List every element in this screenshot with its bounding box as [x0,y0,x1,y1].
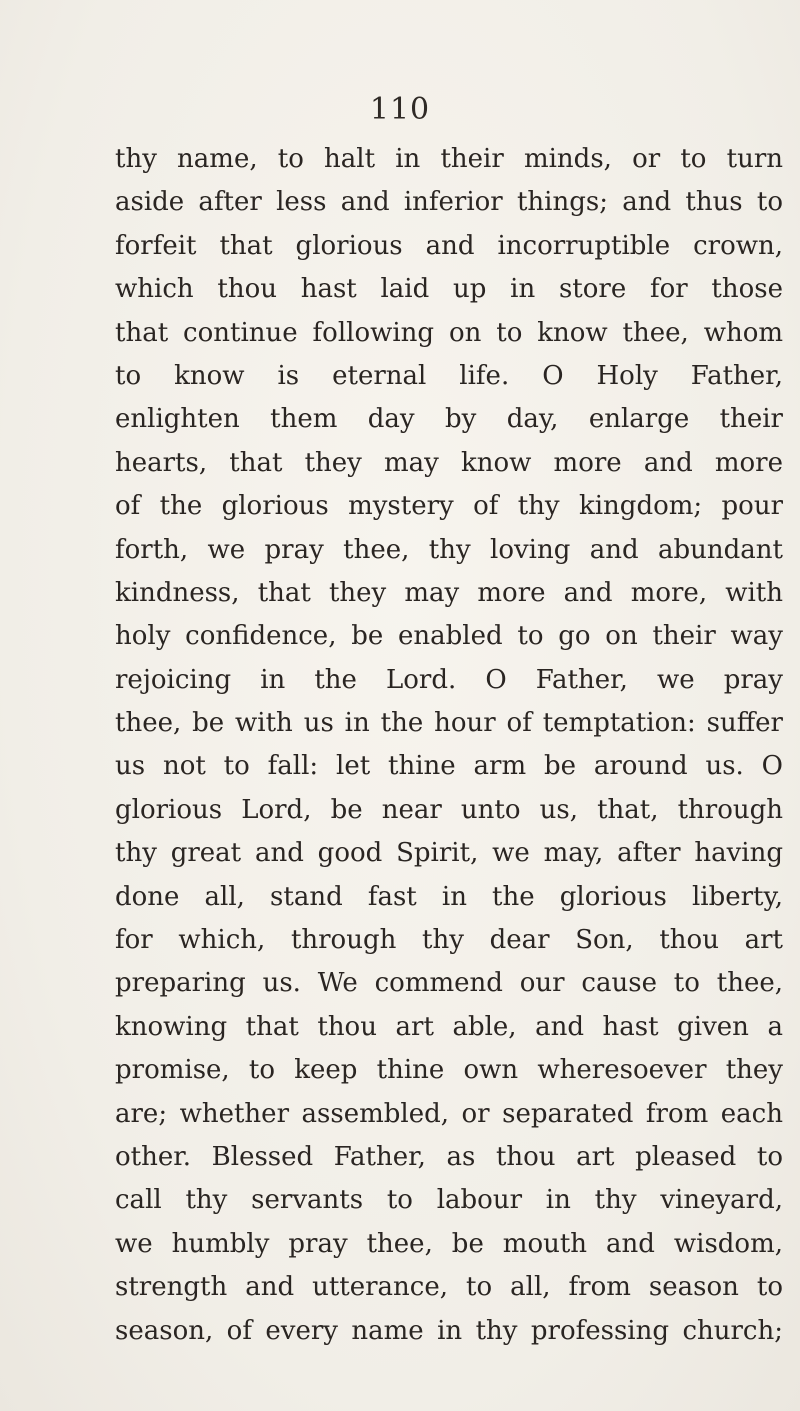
text-line: season, of every name in thy professing church; [115,1315,783,1346]
text-line: aside after less and inferior things; and thus to [115,187,783,218]
text-line: thy name, to halt in their minds, or to turn [115,144,783,174]
text-line: preparing us. We commend our cause to thee, [115,968,783,999]
text-line: call thy servants to labour in thy vineyard, [115,1185,783,1216]
text-line: done all, stand fast in the glorious liberty, [115,881,783,912]
text-line: us not to fall: let thine arm be around us. O [115,751,783,782]
text-line: of the glorious mystery of thy kingdom; pour [115,491,783,522]
text-line: enlighten them day by day, enlarge their [115,404,783,435]
text-line: promise, to keep thine own wheresoever they [115,1055,783,1086]
body-text [115,138,783,1353]
text-line: kindness, that they may more and more, with [115,577,783,608]
text-line: to know is eternal life. O Holy Father, [115,360,783,391]
text-line: hearts, that they may know more and more [115,447,783,478]
text-line: we humbly pray thee, be mouth and wisdom, [115,1228,783,1259]
text-line: strength and utterance, to all, from season to [115,1272,783,1303]
text-line: that continue following on to know thee, whom [115,317,783,348]
text-line: thee, be with us in the hour of temptation: suffer [115,708,783,739]
page-number: 110 [369,92,431,127]
text-line: other. Blessed Father, as thou art pleased to [115,1141,783,1172]
text-line: for which, through thy dear Son, thou art [115,925,783,956]
text-line: forth, we pray thee, thy loving and abundant [115,534,783,565]
text-line: glorious Lord, be near unto us, that, through [115,794,783,825]
text-line: are; whether assembled, or separated from each [115,1098,783,1129]
text-line: holy confidence, be enabled to go on their way [115,621,783,652]
text-line: forfeit that glorious and incorruptible crown, [115,230,783,261]
text-line: thy great and good Spirit, we may, after having [115,838,783,869]
text-line: rejoicing in the Lord. O Father, we pray [115,664,783,695]
text-line: which thou hast laid up in store for those [115,274,783,305]
text-line: knowing that thou art able, and hast given a [115,1011,783,1042]
